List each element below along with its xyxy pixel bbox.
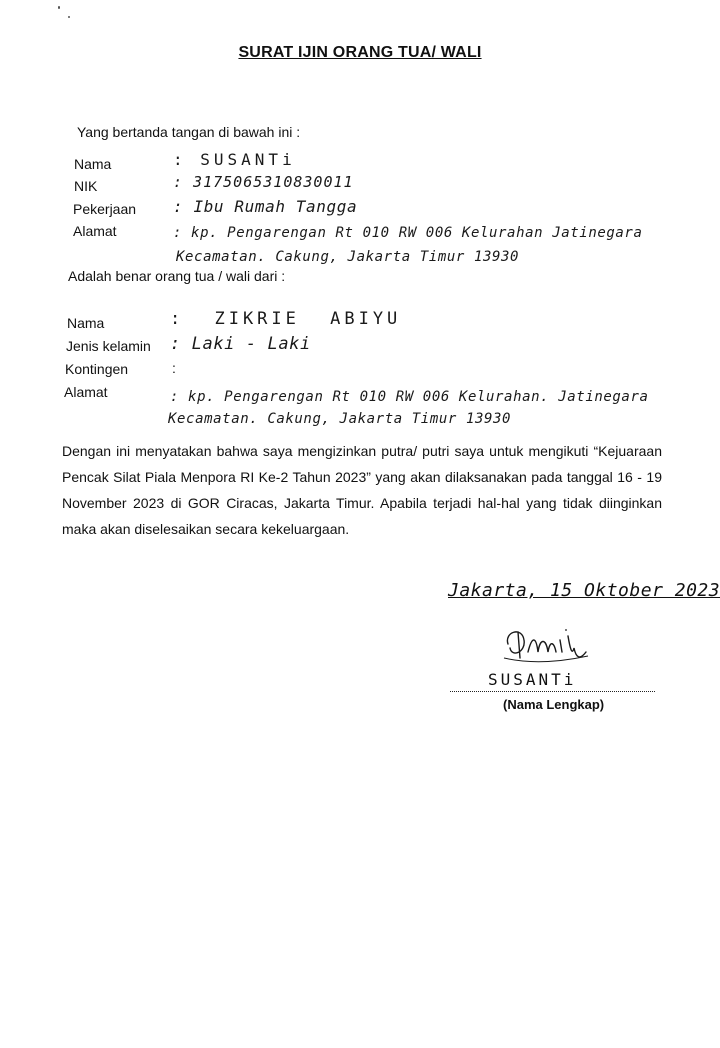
signer-name: SUSANTi [488, 670, 577, 689]
child-name-label: Nama [67, 315, 105, 331]
parent-nik-value: : 3175065310830011 [173, 173, 354, 191]
child-address-line2: Kecamatan. Cakung, Jakarta Timur 13930 [168, 411, 512, 427]
parent-address-line1: : kp. Pengarengan Rt 010 RW 006 Kelurahan Jatinegara [173, 225, 643, 241]
parent-name-label: Nama [74, 156, 112, 172]
child-contingent-label: Kontingen [65, 361, 129, 377]
parent-address-label: Alamat [73, 223, 117, 239]
child-name-value: : ZIKRIE ABIYU [170, 309, 402, 329]
relation-text: Adalah benar orang tua / wali dari : [68, 268, 286, 284]
scan-speck [58, 6, 60, 9]
letter-title: SURAT IJIN ORANG TUA/ WALI [238, 44, 482, 61]
place-date: Jakarta, 15 Oktober 2023 [448, 580, 720, 601]
child-address-label: Alamat [64, 384, 108, 400]
child-gender-label: Jenis kelamin [66, 338, 151, 354]
child-gender-value: : Laki - Laki [170, 334, 311, 354]
parent-occupation-label: Pekerjaan [73, 201, 137, 217]
scan-speck [68, 16, 70, 18]
parent-occupation-value: : Ibu Rumah Tangga [173, 197, 358, 216]
statement-paragraph: Dengan ini menyatakan bahwa saya mengizinkan putra/ putri saya untuk mengikuti “Kejuaraan Pencak Silat Piala Menpora RI Ke-2 Tahun 2023” yang akan dilaksanakan pada tanggal 16 - 19 November 2023 di GOR Ciracas, Jakarta Timur. Apabila terjadi hal-hal yang tidak diinginkan maka akan diselesaikan secara kekeluargaan. [62, 443, 662, 537]
child-contingent-value: : [172, 360, 176, 376]
intro-text: Yang bertanda tangan di bawah ini : [77, 124, 301, 140]
parent-address-line2: Kecamatan. Cakung, Jakarta Timur 13930 [176, 249, 520, 265]
parent-name-value: : SUSANTi [173, 150, 296, 169]
signature-text [500, 618, 503, 619]
signature-dotted-line [450, 683, 655, 692]
signature-drawing [500, 618, 590, 668]
child-address-line1: : kp. Pengarengan Rt 010 RW 006 Kelurahan. Jatinegara [170, 389, 649, 405]
parent-nik-label: NIK [74, 178, 98, 194]
name-caption: (Nama Lengkap) [503, 697, 605, 712]
